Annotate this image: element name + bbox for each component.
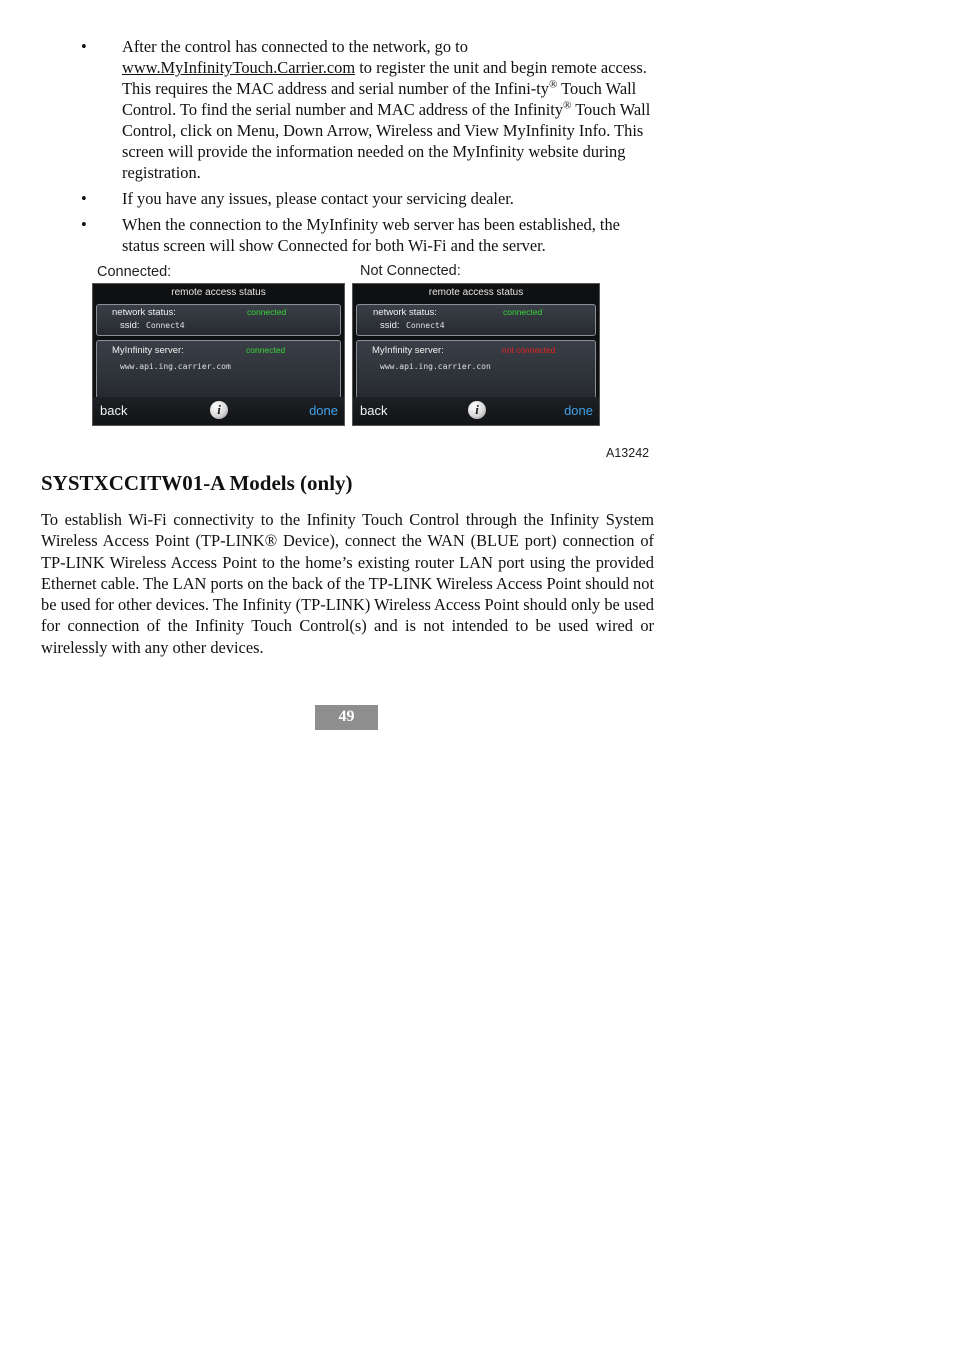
bullet-text: Touch Wall Control, click on Menu, Down Arrow, Wireless and View MyInfinity Info. This screen will provide the information needed on the MyInfinity website during registration. [122,100,651,182]
network-status-panel [96,304,341,336]
done-button[interactable]: done [309,403,338,418]
server-status-value: connected [246,345,286,355]
ssid-value: Connect4 [406,321,445,330]
server-url: www.api.ing.carrier.com [120,362,231,371]
server-status-label: MyInfinity server: [372,345,444,356]
bullet-list [41,36,654,261]
network-status-label: network status: [373,307,437,318]
bullet-item [41,214,654,256]
bullet-item [41,188,654,209]
caption-not-connected: Not Connected: [360,263,461,279]
registered-mark: ® [563,99,572,112]
ssid-label: ssid: [380,320,400,331]
screen-bottom-bar [93,397,344,425]
info-icon[interactable]: i [468,401,486,419]
network-status-label: network status: [112,307,176,318]
section-heading: SYSTXCCITW01-A Models (only) [41,471,353,495]
server-status-panel [96,340,341,399]
done-button[interactable]: done [564,403,593,418]
server-url: www.api.ing.carrier.con [380,362,491,371]
screen-title: remote access status [428,287,524,298]
bullet-text: to register the unit and begin remote access. This requires the MAC address and serial number of the Infini-ty [122,58,647,98]
back-button[interactable]: back [360,403,388,418]
bullet-text: Touch Wall Control. To find the serial number and MAC address of the Infinity [122,79,637,119]
figure-id: A13242 [606,446,650,460]
server-status-label: MyInfinity server: [112,345,184,356]
back-button[interactable]: back [100,403,128,418]
ssid-value: Connect4 [146,321,185,330]
screen-title: remote access status [171,287,266,298]
server-status-panel [356,340,596,399]
bullet-dot: • [81,189,87,208]
caption-connected: Connected: [97,264,172,280]
bullet-text: When the connection to the MyInfinity web server has been established, the status screen will show Connected for both Wi-Fi and the server. [122,215,620,255]
status-screen-not-connected [352,283,600,426]
bullet-text: After the control has connected to the network, go to [122,37,468,56]
bullet-item [41,36,654,183]
registered-mark: ® [548,78,558,91]
myinfinity-link[interactable]: www.MyInfinityTouch.Carrier.com [122,58,356,77]
ssid-label: ssid: [120,320,140,331]
network-status-panel [356,304,596,336]
status-screen-connected [92,283,345,426]
bullet-text: If you have any issues, please contact your servicing dealer. [122,189,514,208]
info-icon[interactable]: i [210,401,228,419]
bullet-dot: • [81,37,87,56]
screen-bottom-bar [353,397,599,425]
bullet-dot: • [81,215,87,234]
server-status-value: not connected [502,345,556,355]
network-status-value: connected [503,307,543,317]
network-status-value: connected [247,307,287,317]
section-body: To establish Wi-Fi connectivity to the Infinity Touch Control through the Infinity System Wireless Access Point (TP-LINK® Device), connect the WAN (BLUE port) connection of TP-LINK Wireless Access Point to the home’s existing router LAN port using the provided Ethernet cable. The LAN ports on the back of the TP-LINK Wireless Access Point should not be used for other devices. The Infinity (TP-LINK) Wireless Access Point should only be used for connection of the Infinity Touch Control(s) and is not intended to be used wired or wirelessly with any other devices. [41,510,654,657]
page-number: 49 [315,705,378,730]
